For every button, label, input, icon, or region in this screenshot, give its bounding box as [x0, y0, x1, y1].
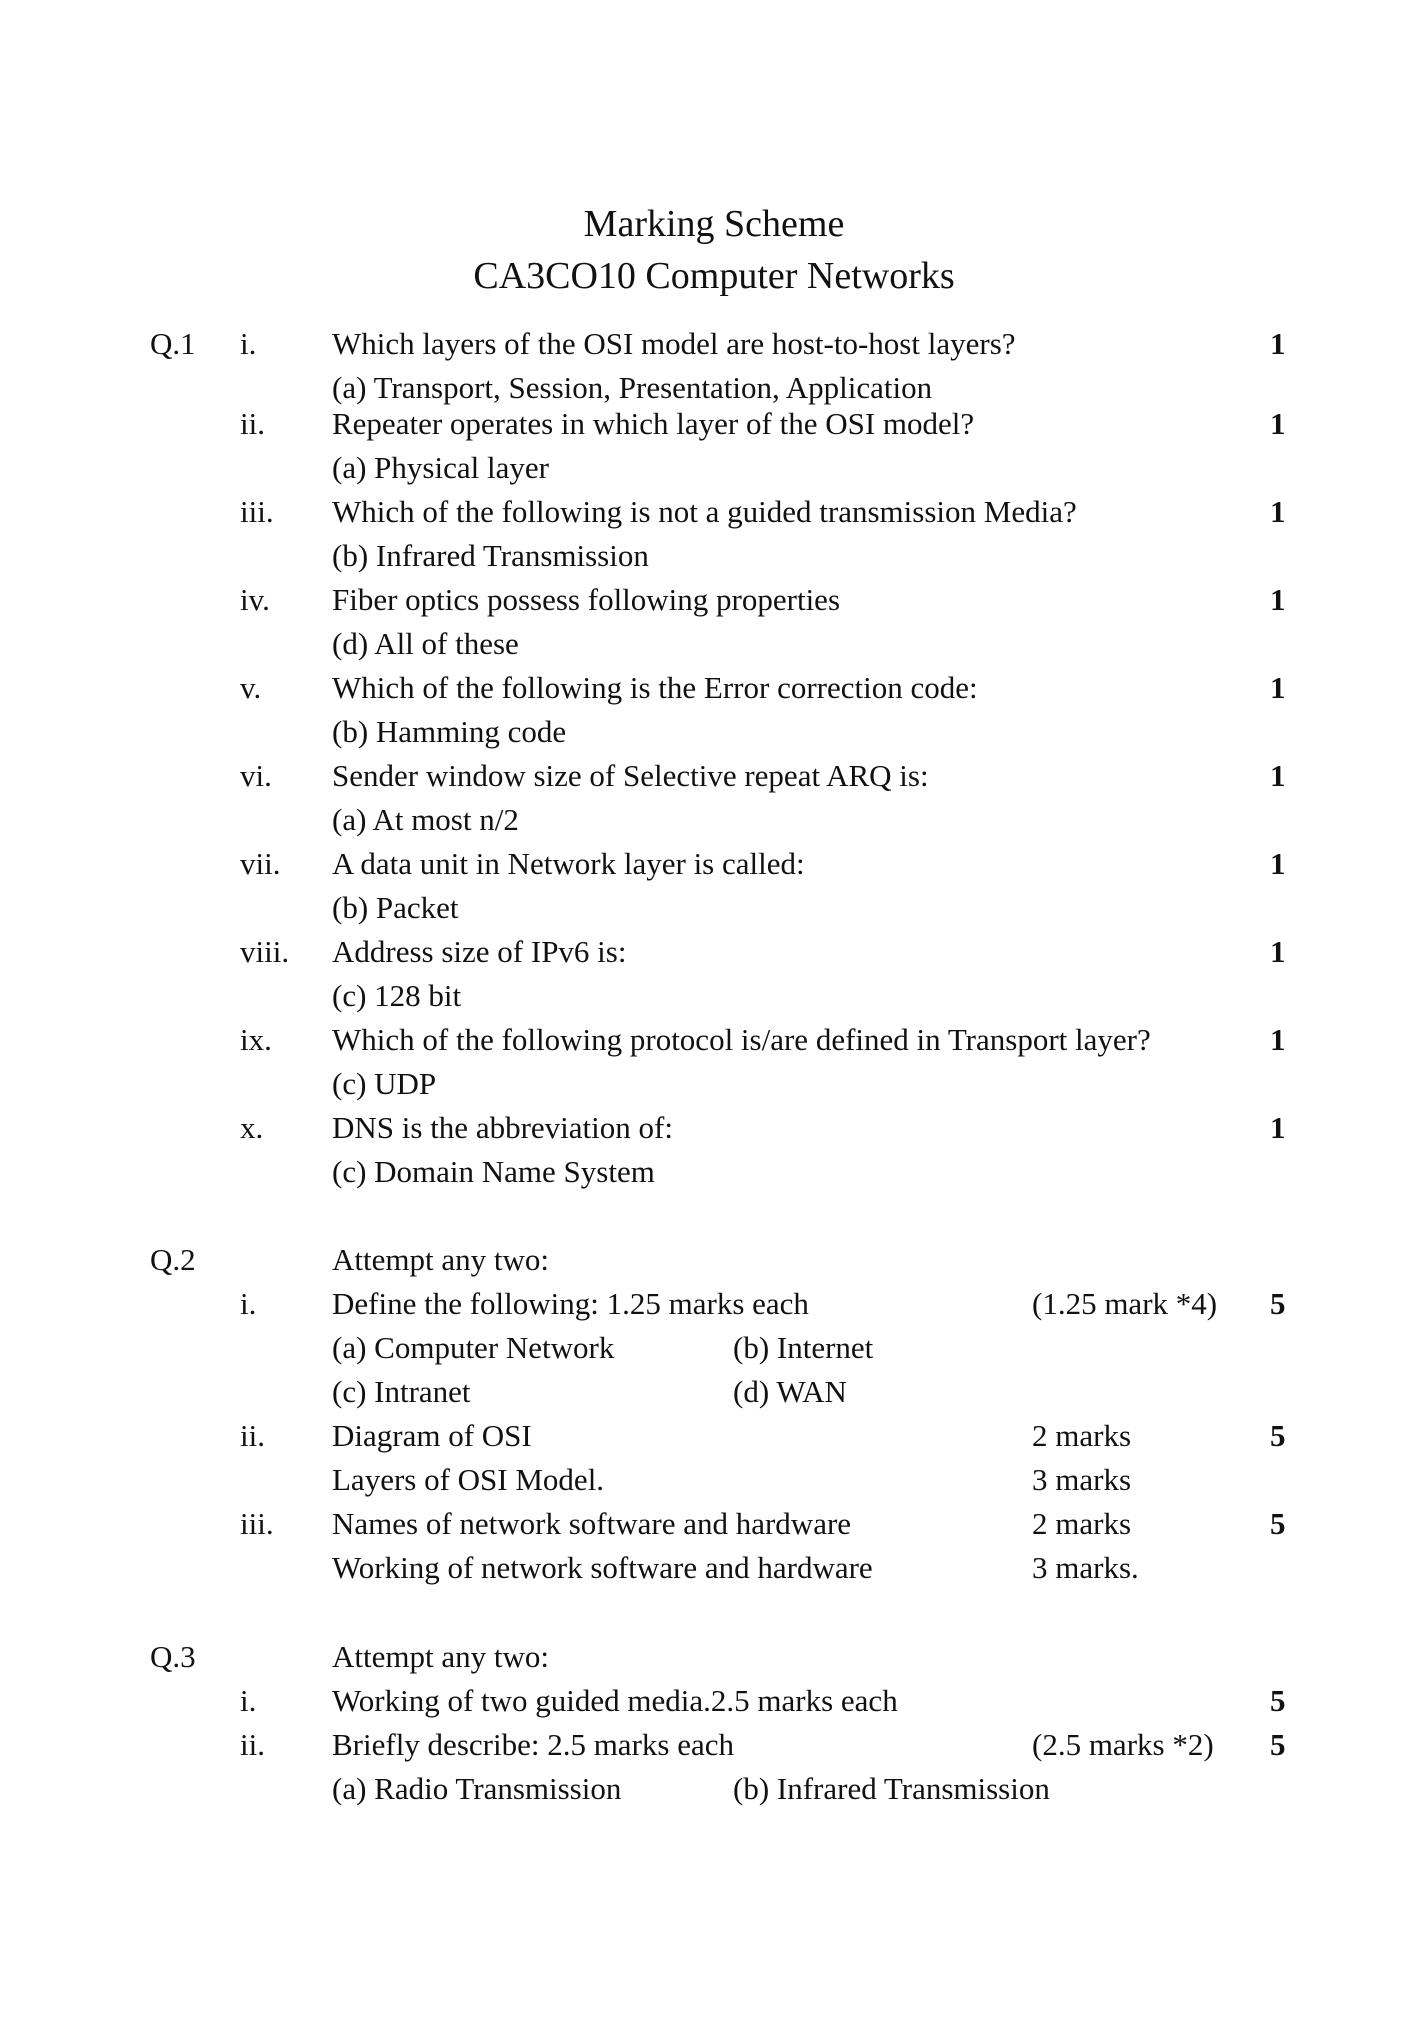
question-number: Q.2: [150, 1242, 196, 1277]
q3-options-row: [0, 1769, 1428, 1809]
q1-item-viii: [0, 932, 1428, 972]
document-title: Marking Scheme: [583, 203, 845, 245]
sub-number: vi.: [240, 758, 272, 793]
q1-item-x: [0, 1108, 1428, 1148]
marks-split: 2 marks: [1032, 1506, 1132, 1541]
marks: 5: [1270, 1727, 1286, 1762]
q1-answer-vii: [0, 888, 1428, 928]
question-text: Working of two guided media.2.5 marks each: [332, 1683, 898, 1718]
sub-number: ii.: [240, 1727, 265, 1762]
sub-number: i.: [240, 1286, 257, 1321]
q3-item-i: [0, 1681, 1428, 1721]
marks: 5: [1270, 1683, 1286, 1718]
option-text: (c) Intranet: [332, 1374, 471, 1409]
marks-split: 3 marks: [1032, 1462, 1132, 1497]
option-text: (a) Computer Network: [332, 1330, 615, 1365]
question-text: Diagram of OSI: [332, 1418, 532, 1453]
answer-text: (c) 128 bit: [332, 978, 462, 1013]
sub-number: i.: [240, 1683, 257, 1718]
answer-text: (a) At most n/2: [332, 802, 519, 837]
sub-number: v.: [240, 670, 262, 705]
instruction-text: Attempt any two:: [332, 1639, 549, 1674]
question-text: Which of the following protocol is/are defined in Transport layer?: [332, 1022, 1151, 1057]
q2-header: [0, 1240, 1428, 1280]
answer-text: (d) All of these: [332, 626, 519, 661]
question-text: Sender window size of Selective repeat ARQ is:: [332, 758, 929, 793]
question-number: Q.3: [150, 1639, 196, 1674]
answer-text: (b) Packet: [332, 890, 459, 925]
option-text: (b) Internet: [733, 1330, 874, 1365]
marks-split: (1.25 mark *4): [1032, 1286, 1218, 1321]
sub-number: iii.: [240, 1506, 274, 1541]
sub-number: iii.: [240, 494, 274, 529]
marks: 5: [1270, 1418, 1286, 1453]
question-text: Define the following: 1.25 marks each: [332, 1286, 809, 1321]
sub-number: x.: [240, 1110, 264, 1145]
sub-number: ii.: [240, 406, 265, 441]
marks: 1: [1270, 758, 1286, 793]
marks: 1: [1270, 406, 1286, 441]
sub-number: iv.: [240, 582, 270, 617]
marks: 5: [1270, 1506, 1286, 1541]
q1-item-ii: [0, 404, 1428, 444]
q3-header: [0, 1637, 1428, 1677]
q1-answer-v: [0, 712, 1428, 752]
q2-item-iii-line-2: [0, 1548, 1428, 1588]
option-text: (d) WAN: [733, 1374, 847, 1409]
marks: 1: [1270, 1022, 1286, 1057]
answer-text: (c) UDP: [332, 1066, 437, 1101]
q2-options-row-2: [0, 1372, 1428, 1412]
sub-number: i.: [240, 326, 257, 361]
q1-item-iii: [0, 492, 1428, 532]
question-text: A data unit in Network layer is called:: [332, 846, 805, 881]
answer-text: (b) Infrared Transmission: [332, 538, 649, 573]
q1-item-vi: [0, 756, 1428, 796]
marks: 1: [1270, 1110, 1286, 1145]
sub-number: ii.: [240, 1418, 265, 1453]
sub-number: ix.: [240, 1022, 272, 1057]
question-text: Briefly describe: 2.5 marks each: [332, 1727, 734, 1762]
question-text: DNS is the abbreviation of:: [332, 1110, 673, 1145]
instruction-text: Attempt any two:: [332, 1242, 549, 1277]
option-text: (a) Radio Transmission: [332, 1771, 622, 1806]
q1-answer-i: [0, 368, 1428, 408]
q2-item-ii-line-2: [0, 1460, 1428, 1500]
marks: 1: [1270, 494, 1286, 529]
q1-answer-ix: [0, 1064, 1428, 1104]
question-text: Layers of OSI Model.: [332, 1462, 605, 1497]
q1-item-v: [0, 668, 1428, 708]
q1-answer-vi: [0, 800, 1428, 840]
question-text: Which of the following is the Error correction code:: [332, 670, 978, 705]
answer-text: (a) Physical layer: [332, 450, 549, 485]
q2-item-iii: [0, 1504, 1428, 1544]
q1-item-vii: [0, 844, 1428, 884]
answer-text: (c) Domain Name System: [332, 1154, 655, 1189]
marks: 1: [1270, 326, 1286, 361]
marks-split: 3 marks.: [1032, 1550, 1139, 1585]
q1-answer-iii: [0, 536, 1428, 576]
question-text: Which of the following is not a guided transmission Media?: [332, 494, 1077, 529]
q1-answer-x: [0, 1152, 1428, 1192]
q1-answer-viii: [0, 976, 1428, 1016]
q1-item-ix: [0, 1020, 1428, 1060]
question-text: Which layers of the OSI model are host-to-host layers?: [332, 326, 1016, 361]
q1-item-i: [0, 324, 1428, 364]
q1-answer-iv: [0, 624, 1428, 664]
question-text: Working of network software and hardware: [332, 1550, 873, 1585]
sub-number: vii.: [240, 846, 281, 881]
q1-item-iv: [0, 580, 1428, 620]
q2-options-row-1: [0, 1328, 1428, 1368]
question-text: Repeater operates in which layer of the OSI model?: [332, 406, 975, 441]
answer-text: (b) Hamming code: [332, 714, 567, 749]
sub-number: viii.: [240, 934, 290, 969]
question-text: Fiber optics possess following properties: [332, 582, 841, 617]
course-title: CA3CO10 Computer Networks: [473, 255, 955, 297]
marks-split: (2.5 marks *2): [1032, 1727, 1214, 1762]
marks: 5: [1270, 1286, 1286, 1321]
marks: 1: [1270, 670, 1286, 705]
question-number: Q.1: [150, 326, 196, 361]
marks: 1: [1270, 582, 1286, 617]
marks: 1: [1270, 934, 1286, 969]
q2-item-i: [0, 1284, 1428, 1324]
marks: 1: [1270, 846, 1286, 881]
q1-answer-ii: [0, 448, 1428, 488]
marks-split: 2 marks: [1032, 1418, 1132, 1453]
option-text: (b) Infrared Transmission: [733, 1771, 1050, 1806]
q2-item-ii: [0, 1416, 1428, 1456]
question-text: Address size of IPv6 is:: [332, 934, 627, 969]
answer-text: (a) Transport, Session, Presentation, Application: [332, 370, 933, 405]
question-text: Names of network software and hardware: [332, 1506, 852, 1541]
q3-item-ii: [0, 1725, 1428, 1765]
